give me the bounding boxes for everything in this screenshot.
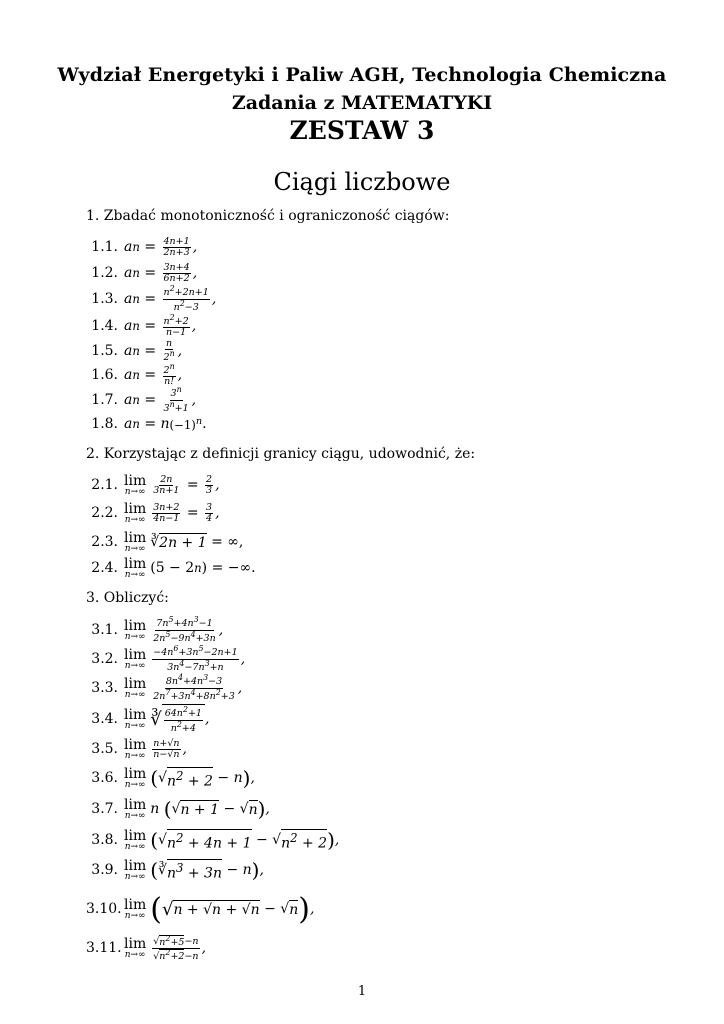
problem-1-4 [86, 312, 197, 339]
item-number: 1.4. [91, 318, 118, 334]
formula: a n = $\frac{4n+1}{2n+3}$ , [124, 235, 198, 258]
item-number: 2.4. [91, 560, 118, 576]
page-number: 1 [357, 984, 367, 999]
problem-3-11 [86, 933, 207, 962]
header-line-1: Wydział Energetyki i Paliw AGH, Technologia Chemiczna [57, 64, 667, 86]
problem-3-2 [86, 644, 246, 673]
problem-1-8 [86, 413, 207, 435]
item-number: 3.7. [91, 801, 118, 817]
problem-3-10 [86, 891, 315, 927]
item-number: 2.2. [91, 505, 118, 521]
formula: lim n→∞ $\frac{3n+2}{4n-1}$ = $\frac{3}{4}$ , [124, 500, 220, 525]
formula: lim n→∞ ( ∛ $n^3 + 3n$ − n ) , [124, 857, 264, 882]
formula: lim n→∞ $\frac{2n}{3n+1}$ = $\frac{2}{3}$ , [124, 472, 220, 497]
formula: a n = $\frac{n^2+2n+1}{n^2-3}$ , [124, 284, 217, 313]
problem-1-6 [86, 361, 183, 388]
problem-1-5 [86, 337, 183, 364]
formula: lim n→∞ n ( √ n + 1 − √ n ) , [124, 796, 270, 821]
item-number: 1.6. [91, 367, 118, 383]
item-number: 1.7. [91, 392, 118, 408]
formula: lim n→∞ ∛ 2n + 1 = ∞, [124, 529, 244, 554]
item-number: 1.1. [91, 239, 118, 255]
header-line-2: Zadania z MATEMATYKI [231, 92, 493, 114]
formula: a n = $\frac{3n+4}{6n+2}$ , [124, 261, 198, 284]
formula: lim n→∞ $\frac{n+√n}{n-√n}$ , [124, 736, 187, 761]
item-number: 1.8. [91, 416, 118, 432]
problem-3-6 [86, 767, 255, 789]
formula: lim n→∞ $\frac{7n^5+4n^3-1}{2n^5-9n^4+3n}$ , [124, 615, 224, 644]
item-number: 3.6. [91, 770, 118, 786]
item-number: 3.2. [91, 651, 118, 667]
item-number: 3.10. [86, 901, 122, 917]
formula: lim n→∞ ∛ $\frac{64n^2+1}{n^2+4}$ , [124, 705, 210, 734]
formula: lim n→∞ (5 − 2 n ) = −∞. [124, 555, 256, 580]
header-line-3: ZESTAW 3 [289, 116, 435, 145]
problem-3-label: 3. Obliczyć: [86, 590, 169, 606]
formula: lim n→∞ ( √ $n^2 + 4n + 1$ − √ $n^2 + 2$ ) , [124, 827, 340, 852]
item-number: 3.4. [91, 711, 118, 727]
section-title: Ciągi liczbowe [273, 168, 451, 196]
problem-2-2 [86, 502, 220, 524]
item-number: 3.11. [86, 940, 122, 956]
problem-3-7 [86, 798, 270, 820]
problem-3-1 [86, 615, 224, 644]
problem-3-9 [86, 859, 264, 881]
problem-3-4 [86, 705, 210, 734]
problem-2-1 [86, 474, 220, 496]
problem-3-8 [86, 829, 339, 851]
problem-3-5 [86, 738, 187, 760]
formula: lim n→∞ ( √ n + √n + √n − √ n ) , [124, 891, 315, 927]
item-number: 1.5. [91, 343, 118, 359]
item-number: 3.1. [91, 622, 118, 638]
item-number: 1.3. [91, 291, 118, 307]
formula: lim n→∞ $\frac{√n^2+5-n}{√n^2+2-n}$ , [124, 933, 207, 962]
formula: a n = $\frac{2^n}{n!}$ , [124, 361, 183, 388]
item-number: 1.2. [91, 265, 118, 281]
formula: lim n→∞ ( √ $n^2 + 2$ − n ) , [124, 765, 255, 790]
item-number: 3.5. [91, 741, 118, 757]
item-number: 2.3. [91, 534, 118, 550]
problem-1-2 [86, 262, 197, 284]
problem-1-7 [86, 385, 197, 414]
formula: a n = $\frac{3^n}{3^n+1}$ , [124, 385, 197, 414]
item-number: 2.1. [91, 477, 118, 493]
formula: a n = $\frac{n}{2^n}$ , [124, 337, 183, 364]
item-number: 3.9. [91, 862, 118, 878]
problem-1-1 [86, 236, 197, 258]
formula: lim n→∞ $\frac{-4n^6+3n^5-2n+1}{3n^4-7n^3+n}$ , [124, 644, 246, 673]
problem-1-label: 1. Zbadać monotoniczność i ograniczoność ciągów: [86, 208, 450, 224]
formula: lim n→∞ $\frac{8n^4+4n^3-3}{2n^7+3n^4+8n^2+3}$ , [124, 673, 243, 702]
problem-3-3 [86, 673, 243, 702]
item-number: 3.8. [91, 832, 118, 848]
problem-2-4 [86, 557, 256, 579]
formula: a n = n $(-1)^n$ . [124, 416, 207, 432]
problem-2-label: 2. Korzystając z definicji granicy ciągu, udowodnić, że: [86, 446, 476, 462]
problem-1-3 [86, 284, 217, 313]
problem-2-3 [86, 531, 243, 553]
item-number: 3.3. [91, 680, 118, 696]
formula: a n = $\frac{n^2+2}{n-1}$ , [124, 312, 197, 339]
